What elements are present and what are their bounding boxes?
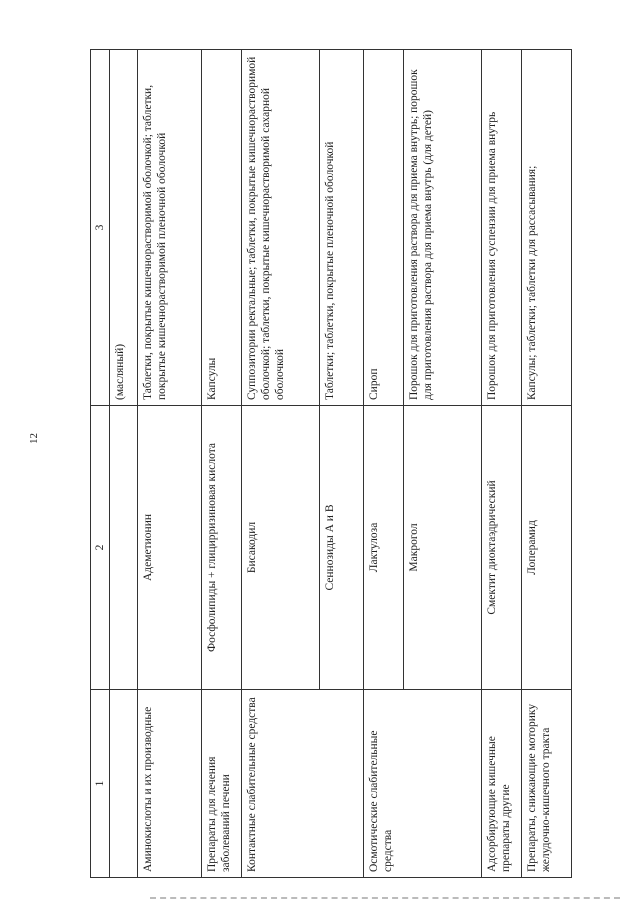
drug-cell: Сеннозиды А и В — [320, 406, 364, 690]
continuation-row — [110, 50, 138, 878]
rotated-table-sheet — [90, 50, 553, 878]
page-number: 12 — [28, 433, 40, 444]
drug-table — [90, 49, 572, 878]
group-cell: Адсорбирующие кишечные препараты другие — [482, 690, 522, 878]
table-row — [364, 50, 404, 878]
drug-cell: Лактулоза — [364, 406, 404, 690]
header-col-3: 3 — [91, 50, 110, 406]
header-col-1: 1 — [91, 690, 110, 878]
form-cell: Таблетки; таблетки, покрытые пленочной оболочкой — [320, 50, 364, 406]
group-cell: Аминокислоты и их производные — [138, 690, 202, 878]
table-row — [138, 50, 202, 878]
drug-cell: Адеметионин — [138, 406, 202, 690]
form-cell: Таблетки, покрытые кишечнорастворимой оболочкой; таблетки, покрытые кишечнорастворимой пленочной оболочкой — [138, 50, 202, 406]
group-cell: Препараты, снижающие моторику желудочно-кишечного тракта — [522, 690, 572, 878]
drug-cell: Смектит диоктаэдрический — [482, 406, 522, 690]
header-col-2: 2 — [91, 406, 110, 690]
table-row — [242, 50, 320, 878]
form-cell: Капсулы — [202, 50, 242, 406]
group-cell — [320, 690, 364, 878]
table-row — [320, 50, 364, 878]
group-cell — [404, 690, 482, 878]
drug-cell: Фосфолипиды + глицирризиновая кислота — [202, 406, 242, 690]
table-row — [404, 50, 482, 878]
header-row — [91, 50, 110, 878]
form-cell: Капсулы; таблетки; таблетки для рассасывания; — [522, 50, 572, 406]
group-cell: Осмотические слабительные средства — [364, 690, 404, 878]
group-cell: Препараты для лечения заболеваний печени — [202, 690, 242, 878]
form-cell: Порошок для приготовления суспензии для приема внутрь — [482, 50, 522, 406]
drug-cell: Макрогол — [404, 406, 482, 690]
drug-cell: Лоперамид — [522, 406, 572, 690]
scan-edge-divider — [150, 897, 620, 901]
form-cell: Сироп — [364, 50, 404, 406]
form-cell: Суппозитории ректальные; таблетки, покрытые кишечнорастворимой оболочкой; таблетки, покрытые кишечнорастворимой сахарной оболочкой — [242, 50, 320, 406]
table-row — [482, 50, 522, 878]
form-cell: Порошок для приготовления раствора для приема внутрь; порошок для приготовления раствора для приема внутрь (для детей) — [404, 50, 482, 406]
continuation-form: (масляный) — [110, 50, 138, 406]
group-cell: Контактные слабительные средства — [242, 690, 320, 878]
table-row — [522, 50, 572, 878]
drug-cell: Бисакодил — [242, 406, 320, 690]
table-row — [202, 50, 242, 878]
